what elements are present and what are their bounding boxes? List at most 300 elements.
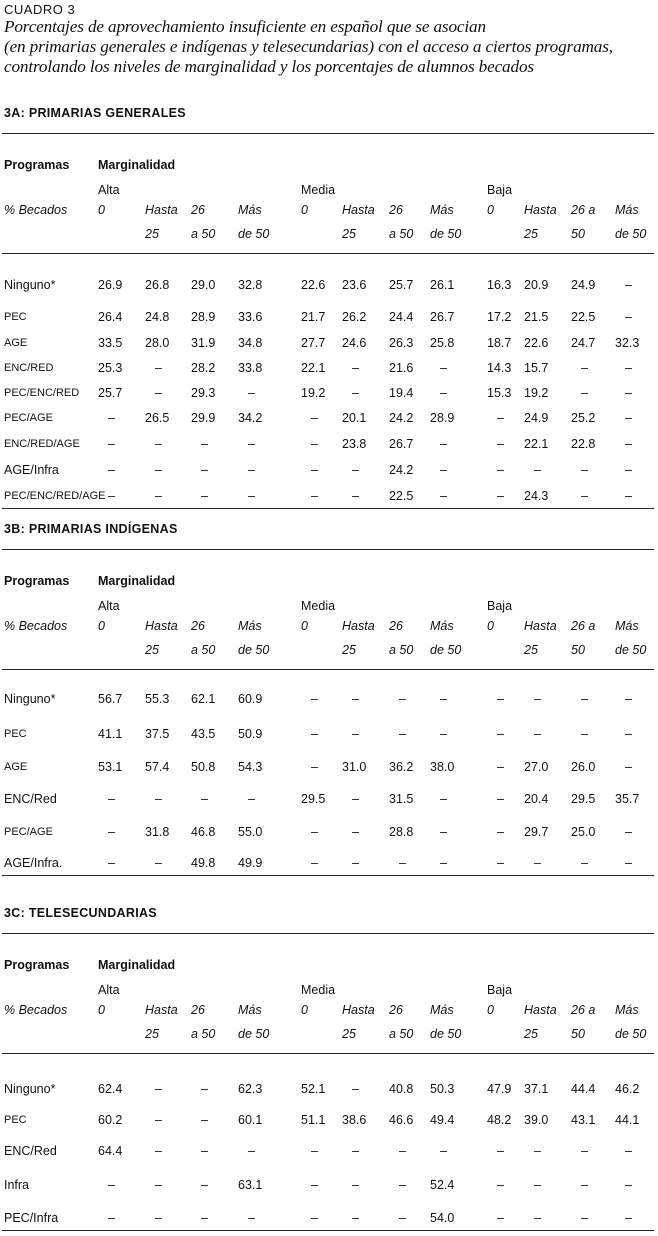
table-cell: 52.4: [430, 1178, 455, 1192]
table-cell: 24.3: [524, 489, 549, 503]
table-cell: 49.4: [430, 1113, 455, 1127]
table-cell: 29.7: [524, 825, 549, 839]
table-cell: 24.9: [524, 411, 549, 425]
table-cell: –: [311, 437, 318, 451]
table-cell: –: [625, 361, 632, 375]
header-col-top: 26: [191, 203, 205, 217]
table-cell: 29.9: [191, 411, 216, 425]
table-cell: 46.6: [389, 1113, 414, 1127]
table-cell: 16.3: [487, 278, 512, 292]
table-cell: –: [155, 856, 162, 870]
table-cell: –: [497, 1211, 504, 1225]
table-cell: 25.0: [571, 825, 596, 839]
header-col-bottom: 25: [524, 1027, 538, 1041]
section-rule-bottom: [2, 508, 654, 509]
table-cell: –: [155, 1211, 162, 1225]
table-cell: –: [625, 437, 632, 451]
table-cell: 38.6: [342, 1113, 367, 1127]
table-cell: –: [248, 1144, 255, 1158]
table-cell: 21.7: [301, 310, 326, 324]
section-rule-top: [2, 133, 654, 134]
table-cell: 32.8: [238, 278, 263, 292]
table-cell: –: [201, 437, 208, 451]
section-rule-top: [2, 933, 654, 934]
header-col-bottom: de 50: [615, 1027, 647, 1041]
header-col-top: 26 a: [571, 203, 596, 217]
table-cell: –: [155, 437, 162, 451]
table-cell: –: [108, 825, 115, 839]
table-cell: –: [352, 489, 359, 503]
table-cell: 33.6: [238, 310, 263, 324]
table-cell: –: [440, 856, 447, 870]
section-rule-top: [2, 549, 654, 550]
table-cell: 22.5: [389, 489, 414, 503]
table-cell: 44.1: [615, 1113, 640, 1127]
table-cell: 21.6: [389, 361, 414, 375]
table-cell: 49.8: [191, 856, 216, 870]
table-cell: –: [155, 361, 162, 375]
table-cell: 22.6: [301, 278, 326, 292]
header-col-top: Más: [238, 619, 262, 633]
header-col-bottom: a 50: [389, 1027, 414, 1041]
table-cell: –: [440, 361, 447, 375]
table-cell: 23.8: [342, 437, 367, 451]
table-cell: 24.4: [389, 310, 414, 324]
table-cell: 19.2: [524, 386, 549, 400]
table-cell: 26.8: [145, 278, 170, 292]
header-col-bottom: de 50: [430, 643, 462, 657]
table-cell: –: [399, 1178, 406, 1192]
table-cell: –: [108, 856, 115, 870]
table-cell: 44.4: [571, 1082, 596, 1096]
table-cell: –: [440, 489, 447, 503]
section-rule-bottom: [2, 1230, 654, 1231]
title-line: Porcentajes de aprovechamiento insuficiente en español que se asocian: [4, 17, 486, 36]
header-col-bottom: de 50: [430, 1027, 462, 1041]
table-cell: –: [399, 1144, 406, 1158]
header-col-bottom: a 50: [191, 1027, 216, 1041]
table-cell: –: [581, 856, 588, 870]
header-col-top: 0: [487, 1003, 494, 1017]
table-cell: 50.9: [238, 727, 263, 741]
table-cell: 27.7: [301, 336, 326, 350]
table-cell: 28.9: [191, 310, 216, 324]
table-cell: 60.9: [238, 692, 263, 706]
header-marginalidad: Marginalidad: [98, 158, 176, 172]
table-cell: –: [352, 856, 359, 870]
table-cell: 26.7: [430, 310, 455, 324]
table-cell: –: [201, 1113, 208, 1127]
table-cell: –: [248, 1211, 255, 1225]
header-col-top: Más: [238, 203, 262, 217]
table-cell: –: [440, 692, 447, 706]
row-label: PEC/ENC/RED/AGE: [4, 490, 106, 502]
table-cell: –: [497, 463, 504, 477]
table-cell: –: [311, 489, 318, 503]
table-cell: –: [311, 727, 318, 741]
header-marginalidad: Marginalidad: [98, 574, 176, 588]
row-label: AGE/Infra: [4, 463, 59, 477]
header-col-top: Más: [615, 1003, 639, 1017]
table-cell: 51.1: [301, 1113, 326, 1127]
table-cell: –: [399, 727, 406, 741]
table-cell: 31.9: [191, 336, 216, 350]
table-cell: 26.5: [145, 411, 170, 425]
table-section: [0, 906, 658, 1236]
table-cell: 20.9: [524, 278, 549, 292]
table-cell: 26.2: [342, 310, 367, 324]
header-col-bottom: 25: [342, 227, 356, 241]
table-cell: –: [352, 386, 359, 400]
table-cell: –: [440, 792, 447, 806]
table-cell: –: [399, 1211, 406, 1225]
header-col-bottom: a 50: [389, 643, 414, 657]
table-cell: –: [534, 692, 541, 706]
table-cell: –: [625, 489, 632, 503]
header-col-top: 0: [487, 619, 494, 633]
table-cell: –: [352, 1144, 359, 1158]
table-cell: –: [311, 825, 318, 839]
table-cell: 26.9: [98, 278, 123, 292]
table-cell: –: [581, 1211, 588, 1225]
table-cell: 34.8: [238, 336, 263, 350]
table-cell: 36.2: [389, 760, 414, 774]
header-col-bottom: 25: [145, 643, 159, 657]
table-cell: 22.1: [301, 361, 326, 375]
table-cell: –: [581, 692, 588, 706]
header-col-top: 26: [389, 619, 403, 633]
header-col-top: 0: [98, 619, 105, 633]
header-col-top: Hasta: [342, 203, 375, 217]
header-col-bottom: 50: [571, 227, 585, 241]
table-cell: 55.3: [145, 692, 170, 706]
header-col-top: Más: [430, 203, 454, 217]
header-col-bottom: a 50: [191, 227, 216, 241]
table-cell: 15.3: [487, 386, 512, 400]
header-programas: Programas: [4, 158, 70, 172]
table-cell: 43.5: [191, 727, 216, 741]
table-cell: 37.1: [524, 1082, 549, 1096]
header-rule: [2, 253, 654, 254]
table-cell: –: [311, 692, 318, 706]
header-col-top: Más: [238, 1003, 262, 1017]
header-col-top: 0: [487, 203, 494, 217]
table-cell: 26.0: [571, 760, 596, 774]
table-cell: –: [534, 856, 541, 870]
row-label: PEC: [4, 1114, 27, 1126]
header-becados: % Becados: [4, 619, 68, 633]
table-cell: –: [248, 437, 255, 451]
row-label: ENC/Red: [4, 1144, 57, 1158]
header-rule: [2, 669, 654, 670]
table-cell: 19.4: [389, 386, 414, 400]
table-cell: –: [625, 310, 632, 324]
table-cell: –: [352, 792, 359, 806]
table-section: [0, 106, 658, 503]
table-cell: –: [625, 727, 632, 741]
table-cell: –: [497, 692, 504, 706]
table-cell: –: [399, 856, 406, 870]
table-cell: –: [497, 727, 504, 741]
table-cell: –: [534, 727, 541, 741]
header-col-bottom: de 50: [430, 227, 462, 241]
table-cell: 37.5: [145, 727, 170, 741]
table-cell: –: [625, 386, 632, 400]
table-cell: –: [352, 825, 359, 839]
table-cell: 20.4: [524, 792, 549, 806]
table-cell: 32.3: [615, 336, 640, 350]
table-cell: 41.1: [98, 727, 123, 741]
table-cell: 26.1: [430, 278, 455, 292]
table-cell: 28.2: [191, 361, 216, 375]
table-cell: –: [201, 1144, 208, 1158]
table-cell: –: [155, 1178, 162, 1192]
table-cell: –: [440, 437, 447, 451]
header-col-top: Hasta: [145, 619, 178, 633]
table-cell: 24.2: [389, 463, 414, 477]
table-cell: –: [581, 1178, 588, 1192]
row-label: Ninguno*: [4, 1082, 56, 1096]
header-col-bottom: de 50: [238, 1027, 270, 1041]
table-cell: –: [155, 1144, 162, 1158]
header-col-top: 0: [301, 619, 308, 633]
row-label: PEC/AGE: [4, 826, 53, 838]
table-cell: –: [201, 489, 208, 503]
table-cell: 62.4: [98, 1082, 123, 1096]
table-cell: –: [311, 1144, 318, 1158]
table-cell: 43.1: [571, 1113, 596, 1127]
header-col-top: Más: [615, 203, 639, 217]
section-title: 3C: TELESECUNDARIAS: [4, 906, 157, 920]
row-label: PEC/ENC/RED: [4, 387, 80, 399]
header-col-top: 26: [191, 619, 205, 633]
table-cell: 62.3: [238, 1082, 263, 1096]
header-col-bottom: de 50: [238, 227, 270, 241]
header-col-top: 26: [191, 1003, 205, 1017]
table-cell: –: [440, 825, 447, 839]
table-cell: –: [311, 463, 318, 477]
table-cell: –: [352, 1178, 359, 1192]
table-cell: –: [352, 727, 359, 741]
table-cell: 60.2: [98, 1113, 123, 1127]
table-cell: –: [497, 437, 504, 451]
header-group-media: Media: [301, 983, 336, 997]
table-cell: 22.6: [524, 336, 549, 350]
table-cell: 31.0: [342, 760, 367, 774]
header-group-media: Media: [301, 599, 336, 613]
table-cell: 23.6: [342, 278, 367, 292]
row-label: PEC: [4, 728, 27, 740]
header-group-alta: Alta: [98, 183, 120, 197]
table-cell: –: [155, 1082, 162, 1096]
table-cell: 22.8: [571, 437, 596, 451]
row-label: AGE: [4, 761, 28, 773]
table-cell: –: [352, 692, 359, 706]
header-marginalidad: Marginalidad: [98, 958, 176, 972]
table-cell: 34.2: [238, 411, 263, 425]
table-cell: –: [497, 489, 504, 503]
table-cell: 22.5: [571, 310, 596, 324]
table-cell: 33.5: [98, 336, 123, 350]
table-cell: 28.0: [145, 336, 170, 350]
table-cell: 60.1: [238, 1113, 263, 1127]
table-cell: 28.8: [389, 825, 414, 839]
table-cell: –: [625, 463, 632, 477]
header-col-top: Hasta: [342, 619, 375, 633]
header-col-bottom: 25: [524, 227, 538, 241]
table-cell: 50.3: [430, 1082, 455, 1096]
table-cell: –: [248, 463, 255, 477]
table-title: [4, 17, 656, 77]
header-col-top: 26: [389, 1003, 403, 1017]
table-cell: –: [581, 386, 588, 400]
table-cell: –: [625, 278, 632, 292]
table-cell: –: [497, 1178, 504, 1192]
table-cell: 54.0: [430, 1211, 455, 1225]
table-cell: 46.8: [191, 825, 216, 839]
table-cell: 40.8: [389, 1082, 414, 1096]
table-cell: –: [108, 463, 115, 477]
title-line: controlando los niveles de marginalidad y los porcentajes de alumnos becados: [4, 57, 534, 76]
header-col-bottom: 25: [342, 1027, 356, 1041]
table-cell: 26.3: [389, 336, 414, 350]
header-col-bottom: 25: [145, 1027, 159, 1041]
table-cell: –: [155, 386, 162, 400]
table-cell: 52.1: [301, 1082, 326, 1096]
table-cell: 17.2: [487, 310, 512, 324]
table-cell: –: [440, 463, 447, 477]
header-col-bottom: 25: [524, 643, 538, 657]
header-col-top: Hasta: [145, 203, 178, 217]
table-cell: –: [497, 760, 504, 774]
header-group-baja: Baja: [487, 983, 513, 997]
table-cell: 56.7: [98, 692, 123, 706]
header-col-top: 0: [98, 203, 105, 217]
row-label: AGE: [4, 337, 28, 349]
table-cell: 24.9: [571, 278, 596, 292]
row-label: Infra: [4, 1178, 30, 1192]
table-cell: –: [625, 825, 632, 839]
table-cell: –: [311, 1211, 318, 1225]
section-rule-bottom: [2, 875, 654, 876]
table-cell: –: [155, 489, 162, 503]
table-cell: 47.9: [487, 1082, 512, 1096]
table-cell: –: [399, 692, 406, 706]
table-cell: 62.1: [191, 692, 216, 706]
header-col-top: 26: [389, 203, 403, 217]
table-cell: –: [248, 489, 255, 503]
table-cell: 53.1: [98, 760, 123, 774]
table-cell: 25.8: [430, 336, 455, 350]
table-cell: 28.9: [430, 411, 455, 425]
header-col-top: Hasta: [524, 619, 557, 633]
table-cell: –: [311, 1178, 318, 1192]
table-cell: 39.0: [524, 1113, 549, 1127]
table-cell: –: [352, 1211, 359, 1225]
table-cell: –: [201, 1178, 208, 1192]
table-section: [0, 522, 658, 870]
header-col-top: Más: [615, 619, 639, 633]
table-cell: 29.3: [191, 386, 216, 400]
header-programas: Programas: [4, 574, 70, 588]
header-col-top: Hasta: [342, 1003, 375, 1017]
table-cell: –: [108, 437, 115, 451]
row-label: Ninguno*: [4, 278, 56, 292]
table-cell: 24.7: [571, 336, 596, 350]
header-becados: % Becados: [4, 203, 68, 217]
table-cell: –: [625, 1178, 632, 1192]
header-col-top: Hasta: [524, 1003, 557, 1017]
table-cell: –: [248, 386, 255, 400]
row-label: Ninguno*: [4, 692, 56, 706]
table-cell: 29.5: [571, 792, 596, 806]
table-cell: 18.7: [487, 336, 512, 350]
table-cell: –: [201, 792, 208, 806]
table-cell: –: [155, 463, 162, 477]
table-cell: 31.5: [389, 792, 414, 806]
table-cell: 29.5: [301, 792, 326, 806]
title-line: (en primarias generales e indígenas y telesecundarias) con el acceso a ciertos programas,: [4, 37, 613, 56]
table-cell: –: [497, 856, 504, 870]
header-rule: [2, 1053, 654, 1054]
table-cell: 38.0: [430, 760, 455, 774]
header-group-baja: Baja: [487, 183, 513, 197]
table-cell: –: [581, 361, 588, 375]
row-label: PEC/AGE: [4, 412, 53, 424]
table-cell: –: [311, 411, 318, 425]
table-cell: –: [581, 463, 588, 477]
table-cell: –: [440, 727, 447, 741]
table-cell: 26.4: [98, 310, 123, 324]
header-col-bottom: 50: [571, 643, 585, 657]
header-group-alta: Alta: [98, 599, 120, 613]
table-cell: 25.2: [571, 411, 596, 425]
header-group-baja: Baja: [487, 599, 513, 613]
table-cell: 57.4: [145, 760, 170, 774]
table-cell: –: [311, 760, 318, 774]
table-cell: 55.0: [238, 825, 263, 839]
table-cell: –: [534, 1144, 541, 1158]
table-cell: –: [625, 411, 632, 425]
row-label: ENC/Red: [4, 792, 57, 806]
table-cell: 25.7: [98, 386, 123, 400]
header-col-top: 0: [301, 1003, 308, 1017]
header-col-top: 26 a: [571, 619, 596, 633]
table-cell: –: [352, 1082, 359, 1096]
table-cell: 24.6: [342, 336, 367, 350]
table-cell: 15.7: [524, 361, 549, 375]
table-cell: –: [352, 463, 359, 477]
table-cell: 64.4: [98, 1144, 123, 1158]
table-cell: –: [108, 1178, 115, 1192]
table-cell: 54.3: [238, 760, 263, 774]
table-cell: –: [497, 792, 504, 806]
table-cell: 29.0: [191, 278, 216, 292]
header-col-bottom: de 50: [615, 227, 647, 241]
table-cell: –: [352, 361, 359, 375]
table-cell: –: [155, 792, 162, 806]
table-cell: 33.8: [238, 361, 263, 375]
table-cell: 14.3: [487, 361, 512, 375]
table-cell: 27.0: [524, 760, 549, 774]
table-cell: –: [155, 1113, 162, 1127]
table-cell: 21.5: [524, 310, 549, 324]
header-col-bottom: 25: [145, 227, 159, 241]
table-cell: –: [534, 1178, 541, 1192]
table-cell: –: [581, 489, 588, 503]
table-cell: –: [581, 727, 588, 741]
table-cell: –: [201, 1211, 208, 1225]
